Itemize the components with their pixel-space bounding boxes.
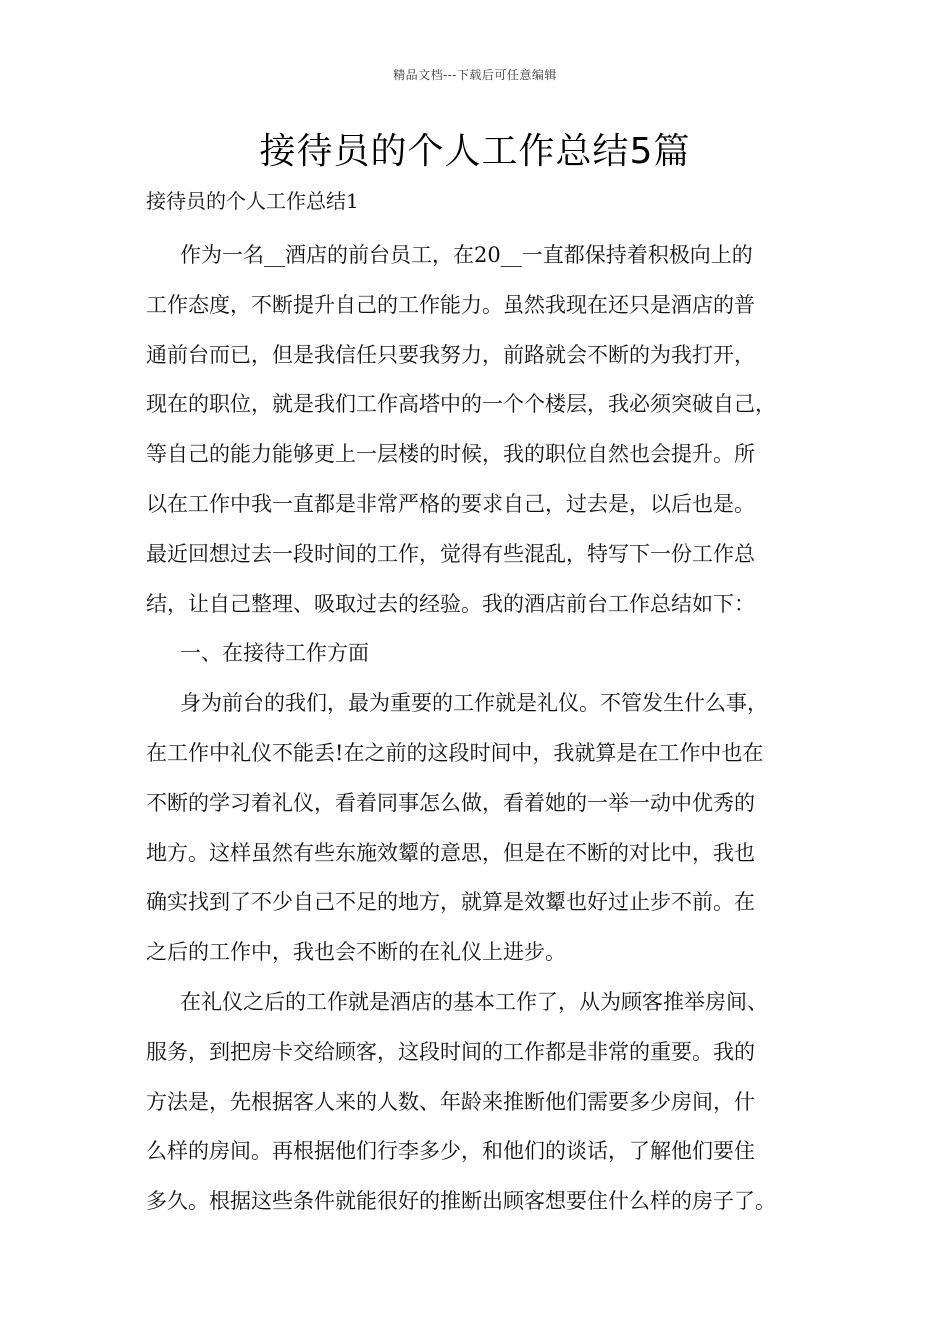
paragraph-line: 不断的学习着礼仪，看着同事怎么做，看着她的一举一动中优秀的 bbox=[146, 790, 755, 815]
paragraph-line: 身为前台的我们，最为重要的工作就是礼仪。不管发生什么事， bbox=[180, 691, 768, 716]
paragraph-line: 在礼仪之后的工作就是酒店的基本工作了，从为顾客推举房间、 bbox=[180, 989, 768, 1014]
paragraph-line: 工作态度，不断提升自己的工作能力。虽然我现在还只是酒店的普 bbox=[146, 292, 755, 317]
paragraph-line: 多久。根据这些条件就能很好的推断出顾客想要住什么样的房子了。 bbox=[146, 1189, 776, 1214]
paragraph-line: 以在工作中我一直都是非常严格的要求自己，过去是，以后也是。 bbox=[146, 491, 755, 516]
paragraph-line: 方法是，先根据客人来的人数、年龄来推断他们需要多少房间，什 bbox=[146, 1089, 755, 1114]
paragraph-line: 之后的工作中，我也会不断的在礼仪上进步。 bbox=[146, 940, 566, 965]
paragraph-line: 地方。这样虽然有些东施效颦的意思，但是在不断的对比中，我也 bbox=[146, 840, 755, 865]
page-header: 精品文档---下载后可任意编辑 bbox=[393, 68, 557, 82]
paragraph-line: 确实找到了不少自己不足的地方，就算是效颦也好过止步不前。在 bbox=[146, 890, 755, 915]
paragraph-line: 通前台而已，但是我信任只要我努力，前路就会不断的为我打开， bbox=[146, 342, 755, 367]
paragraph-line: 作为一名__酒店的前台员工，在20__一直都保持着积极向上的 bbox=[180, 243, 753, 267]
paragraph-line: 么样的房间。再根据他们行李多少，和他们的谈话，了解他们要住 bbox=[146, 1139, 755, 1164]
paragraph-line: 最近回想过去一段时间的工作，觉得有些混乱，特写下一份工作总 bbox=[146, 541, 755, 566]
paragraph-line: 在工作中礼仪不能丢!在之前的这段时间中，我就算是在工作中也在 bbox=[146, 740, 764, 765]
document-title: 接待员的个人工作总结5篇 bbox=[259, 131, 691, 172]
document-body bbox=[146, 231, 826, 1227]
section-subtitle: 接待员的个人工作总结1 bbox=[146, 189, 359, 213]
paragraph-line: 等自己的能力能够更上一层楼的时候，我的职位自然也会提升。所 bbox=[146, 442, 755, 467]
paragraph-line: 结，让自己整理、吸取过去的经验。我的酒店前台工作总结如下： bbox=[146, 591, 755, 616]
section-heading: 一、在接待工作方面 bbox=[180, 641, 369, 666]
paragraph-line: 服务，到把房卡交给顾客，这段时间的工作都是非常的重要。我的 bbox=[146, 1039, 755, 1064]
paragraph-line: 现在的职位，就是我们工作高塔中的一个个楼层，我必须突破自己， bbox=[146, 392, 776, 417]
